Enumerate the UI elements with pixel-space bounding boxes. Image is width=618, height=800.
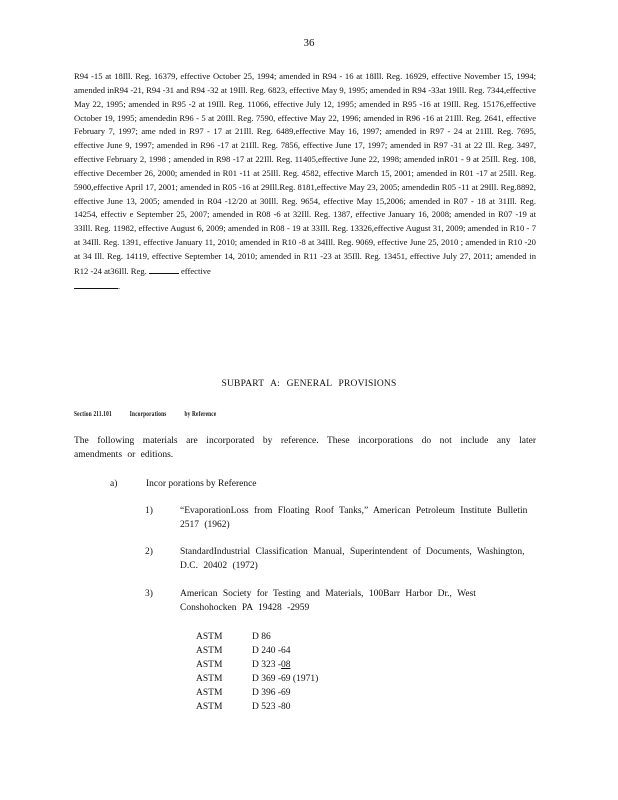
source-note-end: . — [118, 280, 121, 291]
astm-row — [196, 658, 318, 672]
astm-row — [196, 700, 318, 714]
source-note-line: Reg. 11405,effective June 22, 1998; amended inR01 - 9 at 25Ill. Reg. 108, effective December — [74, 154, 537, 178]
source-note-line: at 25Ill. Reg. 5900,effective April 17, 2001; amended in R05 -16 at 29Ill.Reg. 8181,effective — [74, 167, 536, 192]
source-note-line: effective January 11, 2010; amended in R10 -8 at 34Ill. Reg. 9069, effective June 25, 2010 ; — [143, 237, 466, 248]
source-note-line: amended in R95 -2 at 19Ill. Reg. 11066, effective July 12, 1995; amended in R95 -16 at 19Ill. — [128, 98, 464, 109]
source-note-line: 16929, effective November 15, 1994; amended inR94 -21, R94 -31 and R94 -32 at 19Ill. Reg. — [74, 71, 537, 95]
page-number: 36 — [303, 37, 315, 49]
astm-org: ASTM — [196, 632, 223, 642]
source-note-line: R94 -15 at 18Ill. Reg. 16379, effective October 25, 1994; amended in R94 - 16 at 18Ill. Reg. — [74, 71, 405, 81]
astm-list — [196, 630, 318, 714]
source-note-line: amended in R97 -31 at 22 Ill. Reg. 3497, effective February 2, 1998 ; amended in R98 -17 at 22Ill. — [74, 140, 536, 165]
source-note-line: 22, 1996; amended in R96 -16 at 21Ill. Reg. 2641, effective February 7, 1997; ame nded in R97 - — [74, 112, 537, 137]
source-note-line: 26, 2000; amended in R01 -11 at 25Ill. Reg. 4582, effective March 15, 2001; amended in R01 -17 — [144, 167, 491, 178]
source-note-line: Reg. 15176,effective October 19, 1995; amendedin R96 - 5 at 20Ill. Reg. 7590, effective May — [74, 98, 537, 123]
astm-row — [196, 630, 318, 644]
item-text: StandardIndustrial Classification Manual, Superintendent of Documents, Washington, D.C. 20402 (1972) — [180, 547, 525, 571]
astm-row — [196, 672, 318, 686]
source-note-line: 35Ill. Reg. 13451, effective July 27, 2011; amended in R12 -24 at36Ill. Reg. — [74, 250, 536, 276]
subpart-heading: SUBPART A: GENERAL PROVISIONS — [221, 379, 397, 389]
astm-row — [196, 686, 318, 700]
astm-code: D 86 — [252, 632, 271, 642]
astm-code: D 240 -64 — [252, 646, 291, 656]
astm-row — [196, 644, 318, 658]
blank-underline — [74, 279, 121, 291]
source-note-line: R04 -12/20 at 30Ill. Reg. 9654, effective May 15,2006; amended in R07 - 18 at 31Ill. Reg. — [207, 195, 537, 206]
section-number: Section 211.101 — [74, 410, 112, 418]
source-note-tail: effective — [180, 265, 211, 276]
astm-org: ASTM — [196, 674, 223, 684]
astm-code: D 369 -69 (1971) — [252, 674, 319, 684]
subsection-a — [110, 479, 257, 489]
source-note-line: 16, 2008; amended in R07 -19 at 33Ill. Reg. 11982, effective August 6, 2009; amended in R08 - — [74, 209, 536, 234]
astm-org: ASTM — [196, 646, 223, 656]
blank-underline — [149, 264, 179, 274]
section-title-word: Incorporations — [129, 410, 167, 418]
astm-org: ASTM — [196, 688, 223, 698]
source-note — [74, 70, 536, 294]
item-number: 1) — [145, 506, 153, 516]
astm-org: ASTM — [196, 702, 223, 712]
source-note-line: effective June 9, 1997; amended in R96 -17 at 21Ill. Reg. 7856, effective June 17, 1997; — [74, 140, 391, 151]
astm-code: D 523 -80 — [252, 702, 291, 712]
source-note-line: 19 at 33Ill. Reg. 13326,effective August 31, 2009; amended in R10 - 7 at 34Ill. Reg. 1391, — [74, 223, 536, 248]
section-title-word: by Reference — [184, 410, 217, 418]
item-number: 2) — [145, 547, 153, 557]
source-note-line: amended in R10 -20 at 34 Ill. Reg. 14119, effective September 14, 2010; amended in R11 -23 at — [74, 237, 536, 261]
source-note-line: May 23, 2005; amendedin R05 -11 at 29Ill. Reg.8892, effective June 13, 2005; amended in — [74, 181, 537, 206]
astm-code: D 396 -69 — [252, 688, 291, 698]
source-note-line: 6823, effective May 9, 1995; amended in R94 -33at 19Ill. Reg. 7344,effective May 22, 1995; — [74, 84, 536, 109]
section-heading — [74, 410, 234, 418]
source-note-line: 14254, effectiv e September 25, 2007; amended in R08 -6 at 32Ill. Reg. 1387, effective January — [74, 209, 419, 220]
astm-code-amended: 08 — [281, 660, 291, 670]
subsection-marker: a) — [110, 479, 118, 489]
source-note-line: 17 at 21Ill. Reg. 6489,effective May 16, 1997; amended in R97 - 24 at 21Ill. Reg. 7695, — [213, 126, 536, 137]
astm-code — [252, 658, 291, 672]
item-number: 3) — [145, 589, 153, 599]
intro-paragraph: The following materials are incorporated by reference. These incorporations do not include any later amendments or editions. — [74, 436, 536, 460]
item-text: “EvaporationLoss from Floating Roof Tanks,” American Petroleum Institute Bulletin 2517 (1962) — [180, 506, 528, 530]
item-text: American Society for Testing and Materials, 100Barr Harbor Dr., West Conshohocken PA 19428 -2959 — [180, 589, 476, 613]
subsection-label: Incor porations by Reference — [146, 479, 257, 489]
astm-code-base: D 323 - — [252, 660, 282, 670]
astm-org: ASTM — [196, 660, 223, 670]
